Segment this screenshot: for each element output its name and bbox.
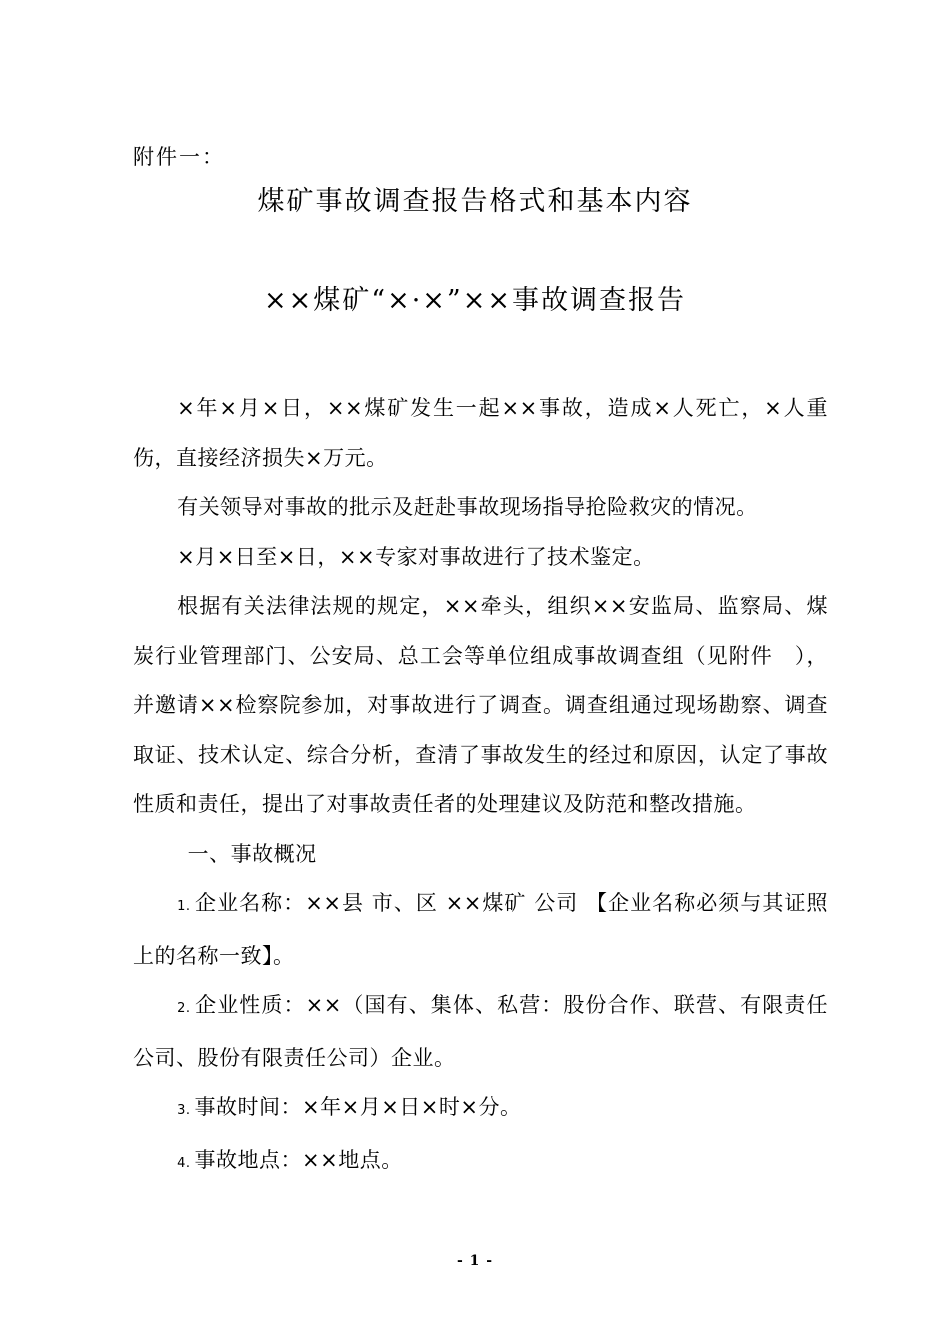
paragraph-leader-instructions: 有关领导对事故的批示及赶赴事故现场指导抢险救灾的情况。 [177,495,758,519]
item-number: 3. [177,1103,191,1118]
document-body [133,384,828,1188]
item-number: 2. [177,1001,191,1016]
item-text: 事故时间：×年×月×日×时×分。 [194,1095,522,1119]
page-number: - 1 - [456,1253,494,1269]
report-subtitle: ××煤矿“×·×”××事故调查报告 [264,285,686,316]
list-item [133,981,828,1083]
item-number: 1. [177,899,191,914]
document-title: 煤矿事故调查报告格式和基本内容 [257,186,693,217]
list-item [133,1136,828,1189]
item-text: 企业名称：××县 市、区 ××煤矿 公司 【企业名称必须与其证照上的名称一致】。 [133,891,828,968]
paragraph-technical-appraisal: ×月×日至×日，××专家对事故进行了技术鉴定。 [177,544,655,569]
item-number: 4. [177,1155,191,1171]
list-item [133,1083,828,1136]
item-text: 企业性质：××（国有、集体、私营：股份合作、联营、有限责任公司、股份有限责任公司）企业。 [133,993,828,1070]
paragraph-investigation: 根据有关法律法规的规定，××牵头，组织××安监局、监察局、煤炭行业管理部门、公安局、总工会等单位组成事故调查组（见附件 ），并邀请××检察院参加，对事故进行了调查。调查组通过现场勘察、调查取证、技术认定、综合分析，查清了事故发生的经过和原因，认定了事故性质和责任，提出了对事故责任者的处理建议及防范和整改措施。 [133,594,828,816]
item-text: 事故地点：××地点。 [194,1147,403,1172]
list-item [133,879,828,981]
paragraph-accident-summary: ×年×月×日，××煤矿发生一起××事故，造成×人死亡，×人重伤，直接经济损失×万元。 [133,396,828,470]
attachment-label: 附件一： [133,145,225,169]
section-heading-overview: 一、事故概况 [187,841,317,866]
